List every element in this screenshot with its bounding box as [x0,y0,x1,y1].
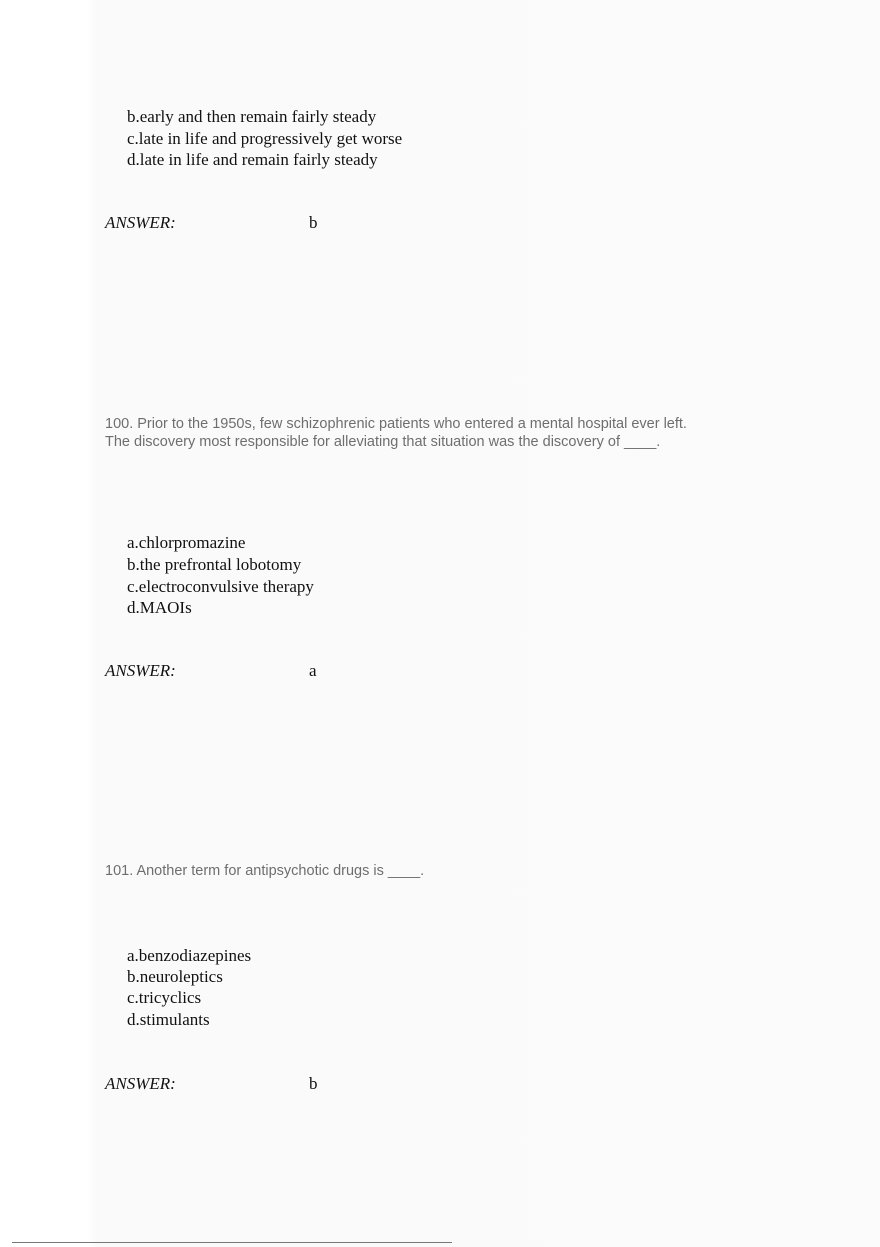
option-c: c.tricyclics [127,988,202,1007]
question-100-text: 100. Prior to the 1950s, few schizophrenic patients who entered a mental hospital ever left. The discovery most responsible for alleviating that situation was the discovery of ____. [105,416,687,450]
answer-label: ANSWER: [105,213,176,232]
question-101-text: 101. Another term for antipsychotic drugs is ____. [105,863,425,879]
option-d: d.MAOIs [127,598,192,617]
answer-label: ANSWER: [105,1074,176,1093]
option-d: d.stimulants [127,1010,210,1029]
footer-divider [12,1242,452,1243]
option-c: c.electroconvulsive therapy [127,577,314,596]
answer-value: b [309,1074,318,1093]
answer-value: a [309,661,317,680]
option-a: a.benzodiazepines [127,946,252,965]
option-b: b.the prefrontal lobotomy [127,555,302,574]
option-a: a.chlorpromazine [127,533,246,552]
option-b: b.neuroleptics [127,967,223,986]
answer-value: b [309,213,318,232]
option-b: b.early and then remain fairly steady [127,107,377,126]
option-c: c.late in life and progressively get worse [127,129,403,148]
answer-label: ANSWER: [105,661,176,680]
option-d: d.late in life and remain fairly steady [127,150,378,169]
